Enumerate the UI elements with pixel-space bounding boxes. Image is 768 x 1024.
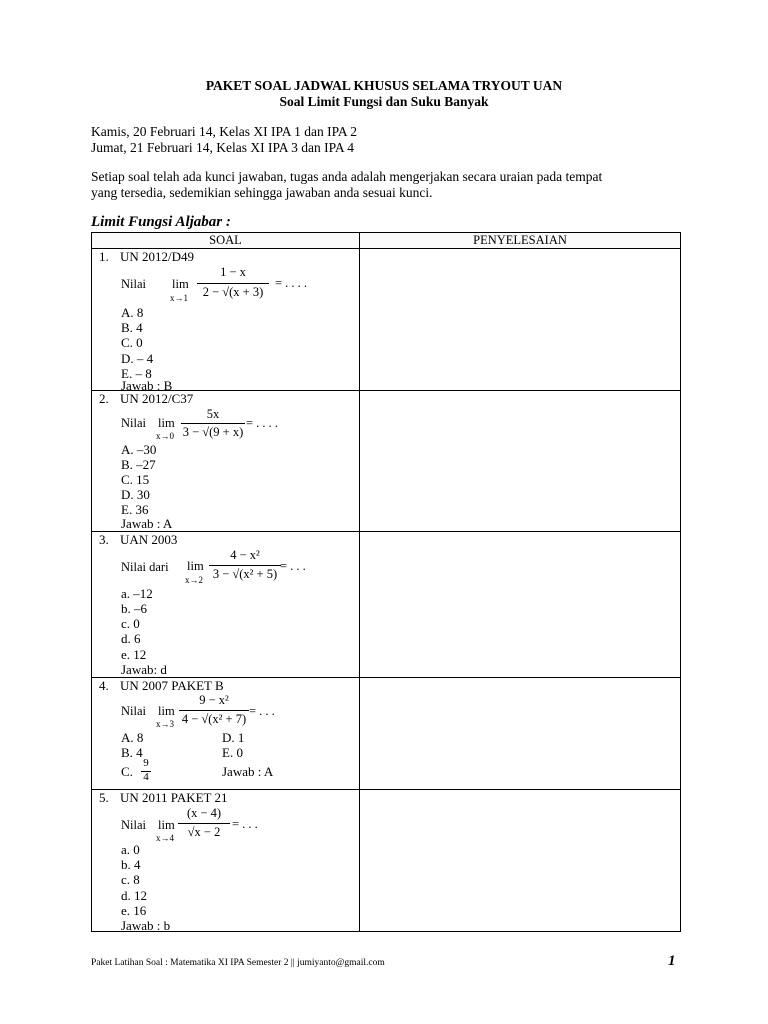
option: A. 8 bbox=[121, 730, 144, 745]
solution-area[interactable] bbox=[360, 678, 681, 790]
column-header-soal: SOAL bbox=[92, 233, 360, 249]
option: B. 4 bbox=[121, 745, 143, 760]
equals-dots: = . . . bbox=[249, 704, 275, 718]
limit-expression bbox=[121, 407, 351, 447]
limit-operator: lim bbox=[187, 559, 204, 573]
limit-subscript: x→3 bbox=[156, 719, 174, 729]
document-subtitle: Soal Limit Fungsi dan Suku Banyak bbox=[279, 94, 489, 109]
solution-area[interactable] bbox=[360, 790, 681, 932]
problem-source: UN 2012/C37 bbox=[120, 391, 194, 406]
limit-label: Nilai bbox=[121, 704, 146, 718]
limit-operator: lim bbox=[158, 416, 175, 430]
problem-number: 3. bbox=[99, 532, 109, 547]
numerator: 9 bbox=[143, 757, 149, 769]
fraction-bar bbox=[179, 710, 249, 711]
option: b. –6 bbox=[121, 601, 147, 616]
limit-expression bbox=[121, 693, 351, 733]
fraction-bar bbox=[209, 565, 281, 566]
problem-1 bbox=[92, 249, 359, 393]
problem-5 bbox=[92, 790, 359, 931]
page-number: 1 bbox=[668, 953, 676, 969]
answer-key: Jawab : B bbox=[121, 378, 173, 393]
option: c. 8 bbox=[121, 872, 140, 887]
option: e. 12 bbox=[121, 647, 147, 662]
option: d. 12 bbox=[121, 888, 147, 903]
limit-expression bbox=[121, 548, 351, 588]
equals-dots: = . . . bbox=[232, 817, 258, 831]
problem-number: 1. bbox=[99, 249, 109, 264]
numerator: 1 − x bbox=[220, 265, 246, 279]
option: c. 0 bbox=[121, 616, 140, 631]
limit-label: Nilai bbox=[121, 277, 146, 291]
option: a. –12 bbox=[121, 586, 153, 601]
fraction-bar bbox=[181, 423, 245, 424]
denominator: 4 − √(x² + 7) bbox=[181, 712, 247, 726]
option: D. 1 bbox=[222, 730, 245, 745]
limit-operator: lim bbox=[172, 277, 189, 291]
option: e. 16 bbox=[121, 903, 147, 918]
section-title: Limit Fungsi Aljabar : bbox=[91, 214, 231, 230]
option: D. – 4 bbox=[121, 351, 154, 366]
limit-subscript: x→1 bbox=[170, 293, 188, 303]
problem-source: UAN 2003 bbox=[120, 532, 178, 547]
solution-area[interactable] bbox=[360, 249, 681, 391]
problem-source: UN 2011 PAKET 21 bbox=[120, 790, 228, 805]
option: C. 0 bbox=[121, 335, 143, 350]
option: D. 30 bbox=[121, 487, 150, 502]
limit-expression bbox=[121, 806, 351, 846]
schedule-line-2: Jumat, 21 Februari 14, Kelas XI IPA 3 dan IPA 4 bbox=[91, 140, 354, 155]
denominator: √x − 2 bbox=[187, 825, 221, 839]
denominator: 3 − √(x² + 5) bbox=[212, 567, 278, 581]
problem-3 bbox=[92, 532, 359, 677]
problem-number: 2. bbox=[99, 391, 109, 406]
numerator: 5x bbox=[206, 407, 220, 421]
instruction-line-1: Setiap soal telah ada kunci jawaban, tugas anda adalah mengerjakan secara uraian pada tempat bbox=[91, 169, 603, 184]
option: E. 36 bbox=[121, 502, 149, 517]
equals-dots: = . . . . bbox=[246, 416, 279, 430]
limit-operator: lim bbox=[158, 704, 175, 718]
numerator: 4 − x² bbox=[230, 548, 260, 562]
limit-subscript: x→4 bbox=[156, 833, 174, 843]
limit-label: Nilai dari bbox=[121, 560, 169, 574]
limit-subscript: x→0 bbox=[156, 431, 174, 441]
equals-dots: = . . . . bbox=[275, 276, 308, 290]
answer-key: Jawab: d bbox=[121, 662, 167, 677]
schedule-line-1: Kamis, 20 Februari 14, Kelas XI IPA 1 dan IPA 2 bbox=[91, 124, 357, 139]
column-header-penyelesaian: PENYELESAIAN bbox=[360, 233, 681, 249]
option: E. – 8 bbox=[121, 366, 152, 381]
denominator: 4 bbox=[143, 771, 149, 783]
document-title: PAKET SOAL JADWAL KHUSUS SELAMA TRYOUT UAN bbox=[205, 78, 563, 93]
option: A. 8 bbox=[121, 305, 144, 320]
solution-area[interactable] bbox=[360, 532, 681, 678]
problem-number: 5. bbox=[99, 790, 109, 805]
numerator: (x − 4) bbox=[186, 806, 222, 820]
limit-label: Nilai bbox=[121, 416, 146, 430]
fraction-bar bbox=[178, 823, 230, 824]
answer-key: Jawab : A bbox=[121, 516, 173, 531]
answer-key: Jawab : b bbox=[121, 918, 171, 933]
option-c-fraction bbox=[141, 757, 155, 787]
problem-2 bbox=[92, 391, 359, 531]
problem-4 bbox=[92, 678, 359, 789]
option: a. 0 bbox=[121, 842, 140, 857]
problem-source: UN 2007 PAKET B bbox=[120, 678, 224, 693]
limit-expression bbox=[121, 265, 351, 305]
option: A. –30 bbox=[121, 442, 157, 457]
option: E. 0 bbox=[222, 745, 243, 760]
limit-operator: lim bbox=[158, 818, 175, 832]
answer-key: Jawab : A bbox=[222, 764, 274, 779]
footer-text: Paket Latihan Soal : Matematika XI IPA Semester 2 || jumiyanto@gmail.com bbox=[91, 958, 385, 968]
option: C. bbox=[121, 764, 133, 779]
solution-area[interactable] bbox=[360, 391, 681, 532]
problem-table bbox=[91, 232, 681, 932]
fraction-bar bbox=[197, 283, 269, 284]
numerator: 9 − x² bbox=[199, 693, 229, 707]
equals-dots: = . . . bbox=[280, 559, 306, 573]
denominator: 3 − √(9 + x) bbox=[182, 425, 244, 439]
limit-label: Nilai bbox=[121, 818, 146, 832]
option: B. –27 bbox=[121, 457, 156, 472]
problem-source: UN 2012/D49 bbox=[120, 249, 195, 264]
denominator: 2 − √(x + 3) bbox=[202, 285, 264, 299]
option: b. 4 bbox=[121, 857, 141, 872]
option: d. 6 bbox=[121, 631, 141, 646]
option: B. 4 bbox=[121, 320, 143, 335]
instruction-line-2: yang tersedia, sedemikian sehingga jawaban anda sesuai kunci. bbox=[91, 185, 433, 200]
option: C. 15 bbox=[121, 472, 150, 487]
limit-subscript: x→2 bbox=[185, 575, 203, 585]
problem-number: 4. bbox=[99, 678, 109, 693]
